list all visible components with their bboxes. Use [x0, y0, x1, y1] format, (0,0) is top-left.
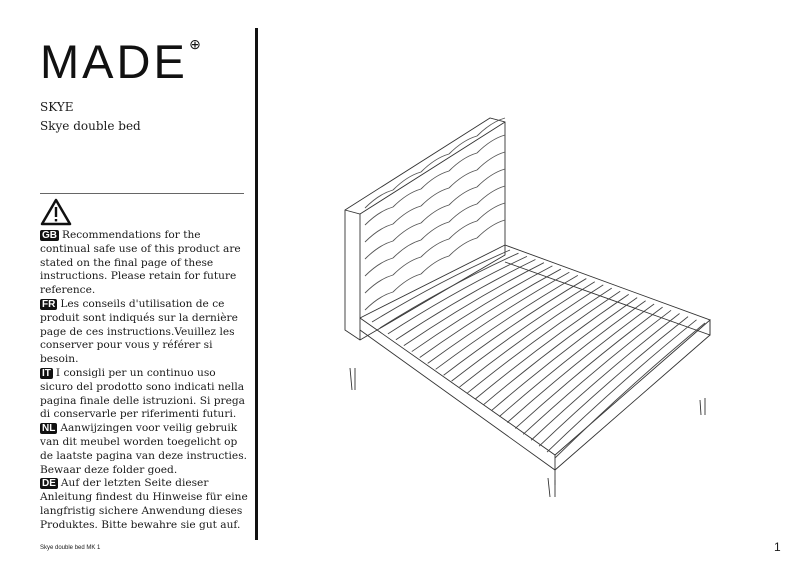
divider	[40, 193, 244, 194]
notice-gb	[40, 229, 252, 298]
footer-label: Skye double bed MK 1	[40, 545, 101, 551]
slat	[436, 275, 578, 369]
notice-de	[40, 477, 252, 532]
slat	[547, 320, 696, 452]
slat	[467, 288, 611, 393]
column-separator	[255, 28, 258, 540]
lang-badge: DE	[42, 478, 56, 490]
lang-badge: FR	[42, 298, 56, 310]
lang-badge: GB	[42, 230, 57, 241]
slat	[539, 317, 688, 447]
slat	[507, 304, 654, 423]
slat	[523, 310, 671, 434]
slat	[515, 307, 662, 428]
notice-text: Les conseils d'utilisation de ce produit sont indiqués sur la dernière page de ces instructions.Veuillez les conserver pour vous y référer si besoin.	[40, 297, 238, 366]
notice-text: I consigli per un continuo uso sicuro del prodotto sono indicati nella pagina finale delle istruzioni. Si prega di conservarle per riferimenti futuri.	[40, 366, 245, 421]
logo-mark: ⊕	[189, 36, 204, 52]
logo-text: MADE	[40, 35, 188, 88]
page-number: 1	[774, 540, 781, 554]
notice-nl	[40, 422, 252, 477]
notice-fr	[40, 298, 252, 367]
lang-badge: IT	[42, 367, 51, 379]
made-logo	[40, 34, 204, 89]
slat	[460, 285, 604, 387]
warning-icon	[40, 198, 72, 226]
product-description: Skye double bed	[40, 119, 141, 133]
product-name: SKYE	[40, 100, 74, 114]
slat	[555, 323, 705, 458]
notice-text: Aanwijzingen voor veilig gebruik van dit meubel worden toegelicht op de laatste pagina van deze instructies. Bewaar deze folder goed.	[40, 422, 248, 476]
safety-notices	[40, 229, 252, 533]
notice-it	[40, 367, 252, 422]
notice-text: Auf der letzten Seite dieser Anleitung findest du Hinweise für eine langfristig sichere Anwendung dieses Produktes. Bitte bewahre sie gut auf.	[40, 477, 248, 531]
notice-text: Recommendations for the continual safe use of this product are stated on the final page of these instructions. Please retain for future reference.	[40, 229, 241, 297]
bed-illustration	[330, 110, 730, 510]
slat	[475, 291, 620, 399]
lang-badge: NL	[42, 423, 56, 435]
slat	[531, 313, 679, 440]
